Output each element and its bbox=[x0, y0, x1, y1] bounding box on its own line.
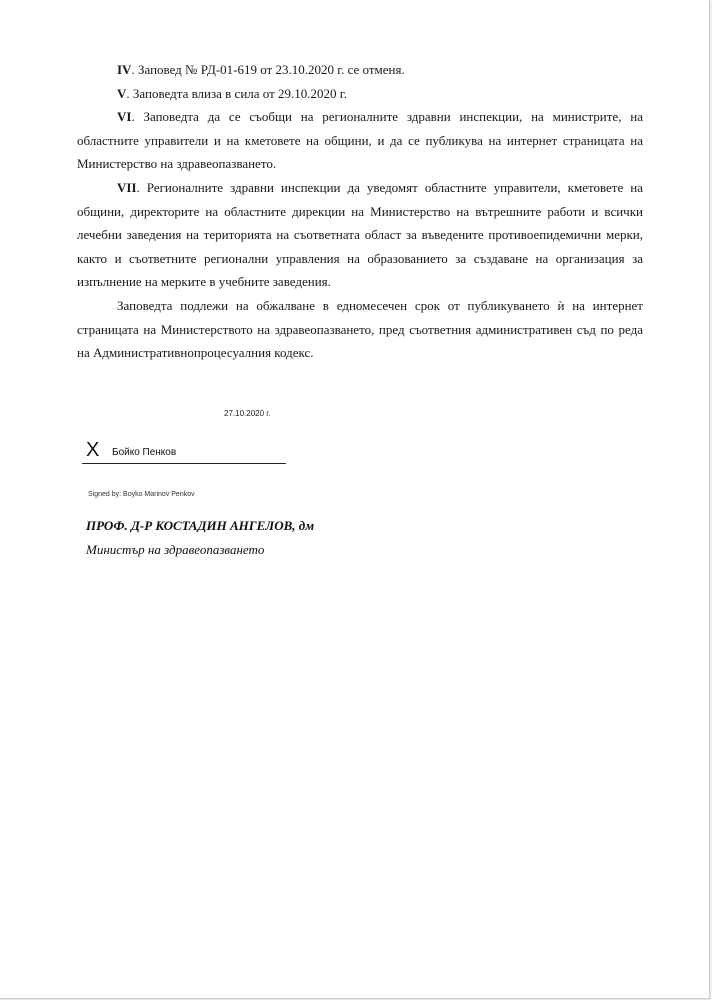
paragraph-text: . Заповед № РД-01-619 от 23.10.2020 г. се отменя. bbox=[131, 62, 405, 77]
paragraph-vi bbox=[77, 105, 643, 176]
paragraph-text: Заповедта подлежи на обжалване в едномесечен срок от публикуването ѝ на интернет страницата на Министерството на здравеопазването, пред съответния административен съд по реда на Административнопроцесуалния кодекс. bbox=[77, 297, 643, 361]
paragraph-text: . Заповедта влиза в сила от 29.10.2020 г. bbox=[126, 85, 347, 101]
paragraph-text: . Заповедта да се съобщи на регионалните здравни инспекции, на министрите, на областните управители и на кметовете на общини, и да се публикува на интернет страницата на Министерство на здравеопазването. bbox=[77, 109, 643, 172]
signatory-title: Министър на здравеопазването bbox=[86, 542, 265, 557]
signatory-name: ПРОФ. Д-Р КОСТАДИН АНГЕЛОВ, дм bbox=[86, 518, 315, 533]
paragraph-v bbox=[77, 82, 643, 106]
paragraph-text: . Регионалните здравни инспекции да уведомят областните управители, кметовете на общини, директорите на областните дирекции на Министерство на вътрешните работи и всички лечебни заведения на територията на съответната област за въведените противоепидемични мерки, както и съответните регионални управления на образованието за създаване на организация за изпълнение на мерките в учебните заведения. bbox=[77, 179, 643, 290]
document-body bbox=[77, 58, 643, 365]
paragraph-number: VII bbox=[117, 179, 137, 195]
paragraph-iv bbox=[77, 58, 643, 82]
signature-date: 27.10.2020 г. bbox=[224, 409, 271, 418]
signed-by-text: Signed by: Boyko Marinov Penkov bbox=[88, 491, 195, 498]
paragraph-appeal bbox=[77, 294, 643, 365]
paragraph-number: IV bbox=[117, 62, 132, 77]
paragraph-vii bbox=[77, 176, 643, 294]
paragraph-number: VI bbox=[117, 109, 132, 125]
paragraph-number: V bbox=[117, 85, 127, 101]
signature-mark: X bbox=[86, 439, 100, 461]
signature-line bbox=[82, 463, 286, 464]
signature-name: Бойко Пенков bbox=[112, 447, 177, 458]
